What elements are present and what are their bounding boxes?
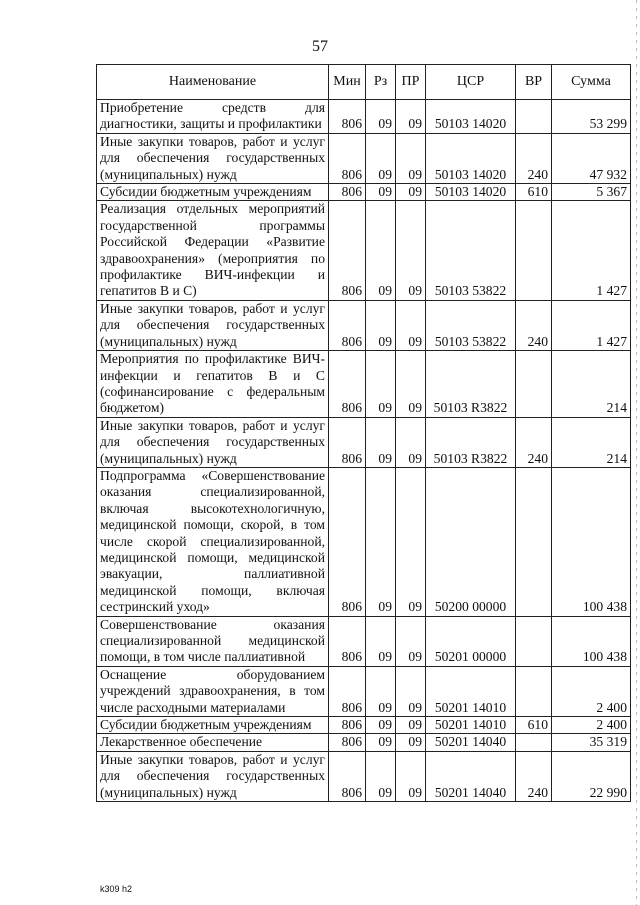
cell-pr: 09 bbox=[396, 133, 426, 183]
cell-sum: 2 400 bbox=[552, 666, 631, 716]
cell-pr: 09 bbox=[396, 300, 426, 350]
cell-name: Иные закупки товаров, работ и услуг для обеспечения государственных (муниципальных) нужд bbox=[97, 133, 329, 183]
cell-min: 806 bbox=[329, 300, 366, 350]
cell-sum: 1 427 bbox=[552, 201, 631, 300]
header-pr: ПР bbox=[396, 65, 426, 100]
cell-min: 806 bbox=[329, 184, 366, 201]
cell-min: 806 bbox=[329, 133, 366, 183]
cell-csr: 50103 53822 bbox=[426, 300, 516, 350]
cell-vr: 240 bbox=[516, 751, 552, 801]
cell-rz: 09 bbox=[366, 666, 396, 716]
cell-sum: 1 427 bbox=[552, 300, 631, 350]
cell-rz: 09 bbox=[366, 133, 396, 183]
cell-name: Субсидии бюджетным учреждениям bbox=[97, 717, 329, 734]
cell-name: Субсидии бюджетным учреждениям bbox=[97, 184, 329, 201]
cell-min: 806 bbox=[329, 467, 366, 616]
cell-sum: 2 400 bbox=[552, 717, 631, 734]
cell-sum: 100 438 bbox=[552, 616, 631, 666]
cell-min: 806 bbox=[329, 717, 366, 734]
cell-rz: 09 bbox=[366, 351, 396, 418]
header-name: Наименование bbox=[97, 65, 329, 100]
table-row bbox=[97, 201, 631, 300]
cell-name: Оснащение оборудованием учреждений здравоохранения, в том числе расходными материалами bbox=[97, 666, 329, 716]
table-row bbox=[97, 717, 631, 734]
footer-code: k309 h2 bbox=[100, 884, 133, 894]
cell-min: 806 bbox=[329, 734, 366, 751]
cell-vr: 610 bbox=[516, 717, 552, 734]
cell-min: 806 bbox=[329, 751, 366, 801]
table-body bbox=[97, 100, 631, 802]
cell-rz: 09 bbox=[366, 201, 396, 300]
table-header-row bbox=[97, 65, 631, 100]
budget-table bbox=[96, 64, 631, 802]
cell-vr bbox=[516, 100, 552, 134]
cell-pr: 09 bbox=[396, 467, 426, 616]
cell-pr: 09 bbox=[396, 100, 426, 134]
cell-rz: 09 bbox=[366, 300, 396, 350]
cell-vr: 610 bbox=[516, 184, 552, 201]
cell-name: Лекарственное обеспечение bbox=[97, 734, 329, 751]
header-csr: ЦСР bbox=[426, 65, 516, 100]
cell-csr: 50200 00000 bbox=[426, 467, 516, 616]
cell-min: 806 bbox=[329, 351, 366, 418]
cell-name: Иные закупки товаров, работ и услуг для обеспечения государственных (муниципальных) нужд bbox=[97, 300, 329, 350]
table-row bbox=[97, 467, 631, 616]
cell-sum: 35 319 bbox=[552, 734, 631, 751]
cell-name: Совершенствование оказания специализированной медицинской помощи, в том числе паллиативной bbox=[97, 616, 329, 666]
cell-sum: 214 bbox=[552, 351, 631, 418]
cell-csr: 50103 R3822 bbox=[426, 417, 516, 467]
cell-pr: 09 bbox=[396, 351, 426, 418]
cell-vr: 240 bbox=[516, 300, 552, 350]
cell-csr: 50103 14020 bbox=[426, 133, 516, 183]
cell-vr bbox=[516, 467, 552, 616]
cell-min: 806 bbox=[329, 201, 366, 300]
cell-csr: 50103 53822 bbox=[426, 201, 516, 300]
cell-name: Подпрограмма «Совершенствование оказания специализированной, включая высокотехнологичную, медицинской помощи, скорой, в том числе скорой специализированной, медицинской помощи, медицинской эвакуации, паллиативной медицинской помощи, включая сестринский уход» bbox=[97, 467, 329, 616]
header-min: Мин bbox=[329, 65, 366, 100]
cell-rz: 09 bbox=[366, 751, 396, 801]
cell-sum: 47 932 bbox=[552, 133, 631, 183]
cell-vr: 240 bbox=[516, 417, 552, 467]
cell-sum: 214 bbox=[552, 417, 631, 467]
table-row bbox=[97, 417, 631, 467]
page-number: 57 bbox=[312, 38, 328, 55]
header-vr: ВР bbox=[516, 65, 552, 100]
table-row bbox=[97, 133, 631, 183]
cell-csr: 50201 00000 bbox=[426, 616, 516, 666]
table-row bbox=[97, 184, 631, 201]
cell-rz: 09 bbox=[366, 734, 396, 751]
cell-vr bbox=[516, 734, 552, 751]
cell-name: Приобретение средств для диагностики, защиты и профилактики bbox=[97, 100, 329, 134]
cell-rz: 09 bbox=[366, 717, 396, 734]
cell-vr: 240 bbox=[516, 133, 552, 183]
cell-min: 806 bbox=[329, 616, 366, 666]
cell-csr: 50103 14020 bbox=[426, 184, 516, 201]
header-sum: Сумма bbox=[552, 65, 631, 100]
cell-vr bbox=[516, 201, 552, 300]
cell-sum: 53 299 bbox=[552, 100, 631, 134]
cell-min: 806 bbox=[329, 666, 366, 716]
cell-pr: 09 bbox=[396, 417, 426, 467]
cell-pr: 09 bbox=[396, 751, 426, 801]
cell-min: 806 bbox=[329, 100, 366, 134]
cell-min: 806 bbox=[329, 417, 366, 467]
cell-name: Реализация отдельных мероприятий государственной программы Российской Федерации «Развитие здравоохранения» (мероприятия по профилактике ВИЧ-инфекции и гепатитов В и С) bbox=[97, 201, 329, 300]
cell-vr bbox=[516, 666, 552, 716]
cell-rz: 09 bbox=[366, 417, 396, 467]
cell-rz: 09 bbox=[366, 100, 396, 134]
table-row bbox=[97, 751, 631, 801]
cell-sum: 100 438 bbox=[552, 467, 631, 616]
cell-pr: 09 bbox=[396, 616, 426, 666]
cell-sum: 5 367 bbox=[552, 184, 631, 201]
cell-name: Иные закупки товаров, работ и услуг для обеспечения государственных (муниципальных) нужд bbox=[97, 417, 329, 467]
cell-sum: 22 990 bbox=[552, 751, 631, 801]
table-row bbox=[97, 351, 631, 418]
cell-vr bbox=[516, 616, 552, 666]
cell-csr: 50201 14040 bbox=[426, 734, 516, 751]
table-row bbox=[97, 666, 631, 716]
cell-csr: 50201 14040 bbox=[426, 751, 516, 801]
cell-pr: 09 bbox=[396, 184, 426, 201]
header-rz: Рз bbox=[366, 65, 396, 100]
table-row bbox=[97, 300, 631, 350]
page-edge-line bbox=[636, 0, 637, 905]
cell-pr: 09 bbox=[396, 717, 426, 734]
cell-pr: 09 bbox=[396, 666, 426, 716]
cell-csr: 50201 14010 bbox=[426, 717, 516, 734]
cell-csr: 50103 R3822 bbox=[426, 351, 516, 418]
table-row bbox=[97, 734, 631, 751]
cell-pr: 09 bbox=[396, 201, 426, 300]
cell-rz: 09 bbox=[366, 616, 396, 666]
cell-name: Мероприятия по профилактике ВИЧ-инфекции и гепатитов В и С (софинансирование с федеральным бюджетом) bbox=[97, 351, 329, 418]
cell-csr: 50201 14010 bbox=[426, 666, 516, 716]
cell-name: Иные закупки товаров, работ и услуг для обеспечения государственных (муниципальных) нужд bbox=[97, 751, 329, 801]
cell-rz: 09 bbox=[366, 467, 396, 616]
cell-rz: 09 bbox=[366, 184, 396, 201]
table-row bbox=[97, 100, 631, 134]
cell-vr bbox=[516, 351, 552, 418]
cell-csr: 50103 14020 bbox=[426, 100, 516, 134]
cell-pr: 09 bbox=[396, 734, 426, 751]
table-row bbox=[97, 616, 631, 666]
